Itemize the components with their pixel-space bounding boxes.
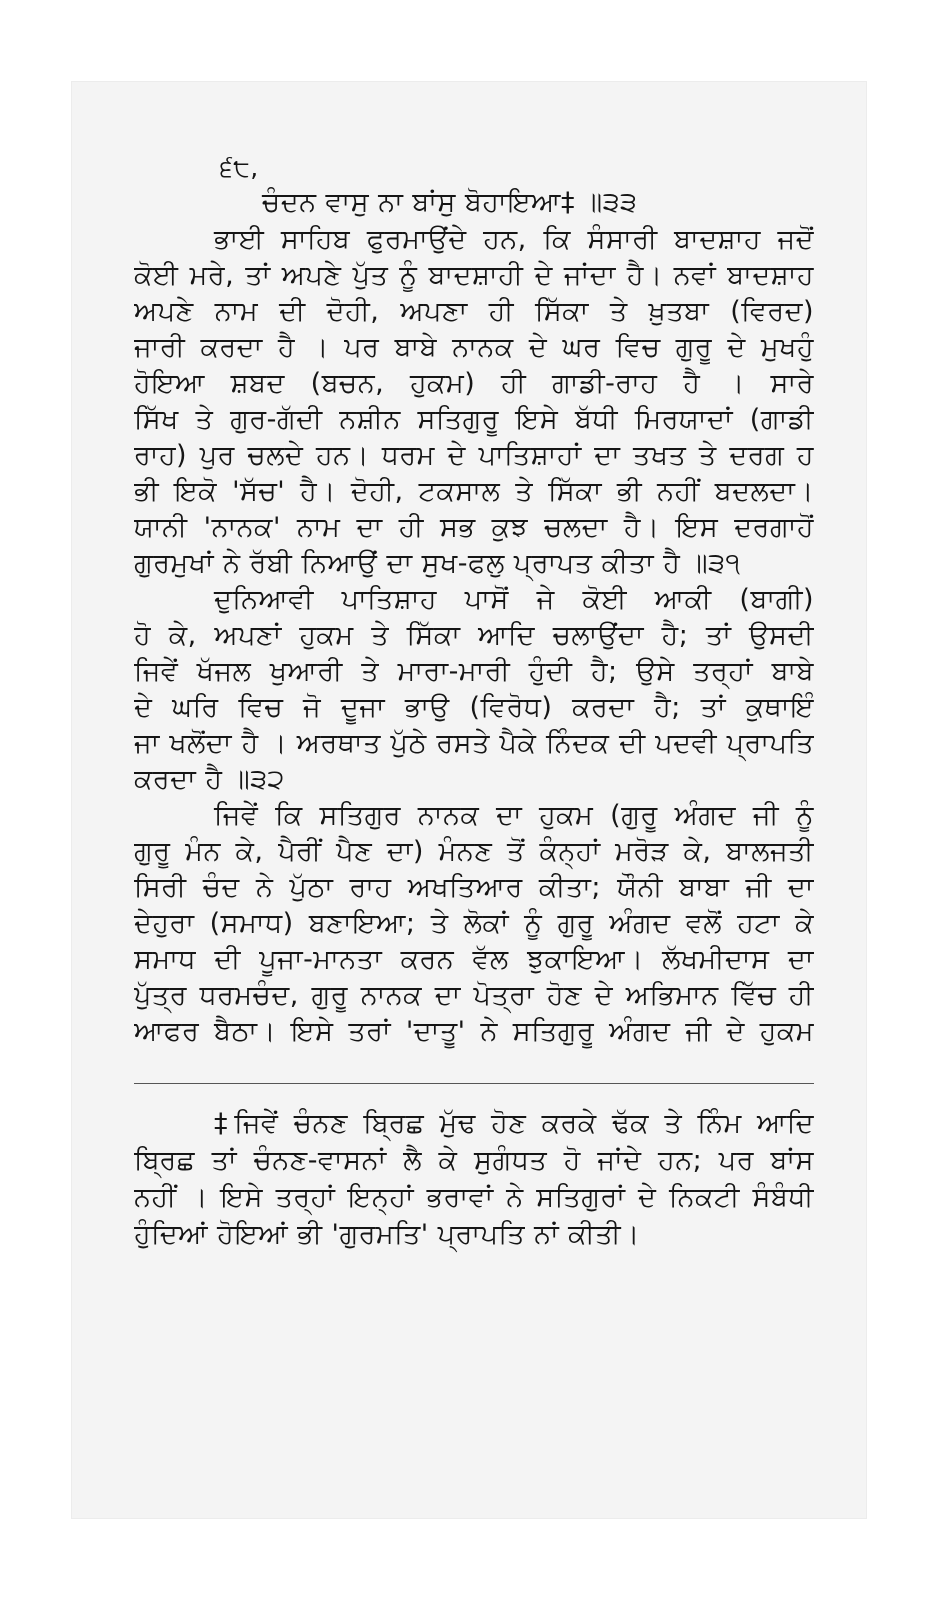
footnote-line: ਹੁੰਦਿਆਂ ਹੋਇਆਂ ਭੀ 'ਗੁਰਮਤਿ' ਪ੍ਰਾਪਤਿ ਨਾਂ ਕੀਤੀ। — [134, 1219, 640, 1250]
book-page — [72, 82, 866, 1518]
body-line: ਆਫਰ ਬੈਠਾ। ਇਸੇ ਤਰਾਂ 'ਦਾਤੂ' ਨੇ ਸਤਿਗੁਰੂ ਅੰਗਦ ਜੀ ਦੇ ਹੁਕਮ — [134, 1016, 814, 1047]
footnote-line: ਬ੍ਰਿਛ ਤਾਂ ਚੰਨਣ-ਵਾਸਨਾਂ ਲੈ ਕੇ ਸੁਗੰਧਤ ਹੋ ਜਾਂਦੇ ਹਨ; ਪਰ ਬਾਂਸ — [134, 1145, 814, 1176]
body-line: ਯਾਨੀ 'ਨਾਨਕ' ਨਾਮ ਦਾ ਹੀ ਸਭ ਕੁਝ ਚਲਦਾ ਹੈ। ਇਸ ਦਰਗਾਹੋਂ — [134, 512, 814, 543]
body-line: ਸਿਰੀ ਚੰਦ ਨੇ ਪੁੱਠਾ ਰਾਹ ਅਖਤਿਆਰ ਕੀਤਾ; ਯੌਨੀ ਬਾਬਾ ਜੀ ਦਾ — [134, 872, 814, 903]
body-line: ਜਾਰੀ ਕਰਦਾ ਹੈ । ਪਰ ਬਾਬੇ ਨਾਨਕ ਦੇ ਘਰ ਵਿਚ ਗੁਰੂ ਦੇ ਮੁਖਹੁੰ — [134, 332, 814, 363]
body-line: ਦੇ ਘਰਿ ਵਿਚ ਜੋ ਦੂਜਾ ਭਾਉ (ਵਿਰੋਧ) ਕਰਦਾ ਹੈ; ਤਾਂ ਕੁਥਾਇੰ — [134, 692, 814, 723]
verse-heading: ਚੰਦਨ ਵਾਸੁ ਨਾ ਬਾਂਸੁ ਬੋਹਾਇਆ‡ ॥੩੩ — [262, 187, 638, 218]
body-line: ਸਮਾਧ ਦੀ ਪੂਜਾ-ਮਾਨਤਾ ਕਰਨ ਵੱਲ ਝੁਕਾਇਆ। ਲੱਖਮੀਦਾਸ ਦਾ — [134, 944, 814, 975]
body-line: ਰਾਹ) ਪੁਰ ਚਲਦੇ ਹਨ। ਧਰਮ ਦੇ ਪਾਤਿਸ਼ਾਹਾਂ ਦਾ ਤਖਤ ਤੇ ਦਰਗ ਹ — [134, 440, 814, 471]
footnote — [134, 1105, 814, 1253]
body-line: ਗੁਰੂ ਮੰਨ ਕੇ, ਪੈਰੀਂ ਪੈਣ ਦਾ) ਮੰਨਣ ਤੋਂ ਕੰਨ੍ਹਾਂ ਮਰੋੜ ਕੇ, ਬਾਲਜਤੀ — [134, 836, 814, 867]
footnote-line: ਨਹੀਂ । ਇਸੇ ਤਰ੍ਹਾਂ ਇਨ੍ਹਾਂ ਭਰਾਵਾਂ ਨੇ ਸਤਿਗੁਰਾਂ ਦੇ ਨਿਕਟੀ ਸੰਬੰਧੀ — [134, 1182, 814, 1213]
body-line: ਗੁਰਮੁਖਾਂ ਨੇ ਰੱਬੀ ਨਿਆਉਂ ਦਾ ਸੁਖ-ਫਲੁ ਪ੍ਰਾਪਤ ਕੀਤਾ ਹੈ ॥੩੧ — [134, 548, 741, 579]
body-line: ਪੁੱਤ੍ਰ ਧਰਮਚੰਦ, ਗੁਰੂ ਨਾਨਕ ਦਾ ਪੋਤ੍ਰਾ ਹੋਣ ਦੇ ਅਭਿਮਾਨ ਵਿੱਚ ਹੀ — [134, 980, 814, 1011]
body-line: ਭਾਈ ਸਾਹਿਬ ਫੁਰਮਾਉਂਦੇ ਹਨ, ਕਿ ਸੰਸਾਰੀ ਬਾਦਸ਼ਾਹ ਜਦੋਂ — [214, 224, 814, 255]
body-line: ਦੇਹੁਰਾ (ਸਮਾਧ) ਬਣਾਇਆ; ਤੇ ਲੋਕਾਂ ਨੂੰ ਗੁਰੂ ਅੰਗਦ ਵਲੋਂ ਹਟਾ ਕੇ — [134, 908, 814, 939]
body-line: ਕਰਦਾ ਹੈ ॥੩੨ — [134, 764, 285, 795]
body-line: ਜਾ ਖਲੋਂਦਾ ਹੈ । ਅਰਥਾਤ ਪੁੱਠੇ ਰਸਤੇ ਪੈਕੇ ਨਿੰਦਕ ਦੀ ਪਦਵੀ ਪ੍ਰਾਪਤਿ — [134, 728, 814, 759]
body-text — [134, 222, 814, 1050]
footnote-divider — [134, 1083, 814, 1084]
body-line: ਜਿਵੇਂ ਖੱਜਲ ਖੁਆਰੀ ਤੇ ਮਾਰਾ-ਮਾਰੀ ਹੁੰਦੀ ਹੈ; ਉਸੇ ਤਰ੍ਹਾਂ ਬਾਬੇ — [134, 656, 814, 687]
body-line: ਅਪਣੇ ਨਾਮ ਦੀ ਦੋਹੀ, ਅਪਣਾ ਹੀ ਸਿੱਕਾ ਤੇ ਖ਼ੁਤਬਾ (ਵਿਰਦ) — [134, 296, 814, 327]
body-line: ਹੋਇਆ ਸ਼ਬਦ (ਬਚਨ, ਹੁਕਮ) ਹੀ ਗਾਡੀ-ਰਾਹ ਹੈ । ਸਾਰੇ — [134, 368, 814, 399]
body-line: ਜਿਵੇਂ ਕਿ ਸਤਿਗੁਰ ਨਾਨਕ ਦਾ ਹੁਕਮ (ਗੁਰੂ ਅੰਗਦ ਜੀ ਨੂੰ — [214, 800, 814, 831]
body-line: ਕੋਈ ਮਰੇ, ਤਾਂ ਅਪਣੇ ਪੁੱਤ ਨੂੰ ਬਾਦਸ਼ਾਹੀ ਦੇ ਜਾਂਦਾ ਹੈ। ਨਵਾਂ ਬਾਦਸ਼ਾਹ — [134, 260, 814, 291]
body-line: ਭੀ ਇਕੋ 'ਸੱਚ' ਹੈ। ਦੋਹੀ, ਟਕਸਾਲ ਤੇ ਸਿੱਕਾ ਭੀ ਨਹੀਂ ਬਦਲਦਾ। — [134, 476, 814, 507]
body-line: ਦੁਨਿਆਵੀ ਪਾਤਿਸ਼ਾਹ ਪਾਸੋਂ ਜੇ ਕੋਈ ਆਕੀ (ਬਾਗੀ) — [214, 584, 814, 615]
body-line: ਹੋ ਕੇ, ਅਪਣਾਂ ਹੁਕਮ ਤੇ ਸਿੱਕਾ ਆਦਿ ਚਲਾਉਂਦਾ ਹੈ; ਤਾਂ ਉਸਦੀ — [134, 620, 814, 651]
body-line: ਸਿੱਖ ਤੇ ਗੁਰ-ਗੱਦੀ ਨਸ਼ੀਨ ਸਤਿਗੁਰੂ ਇਸੇ ਬੱਧੀ ਮਿਰਯਾਦਾਂ (ਗਾਡੀ — [134, 404, 814, 435]
footnote-line: ‡ਜਿਵੇਂ ਚੰਨਣ ਬ੍ਰਿਛ ਮੁੱਢ ਹੋਣ ਕਰਕੇ ਢੱਕ ਤੇ ਨਿੰਮ ਆਦਿ — [214, 1108, 814, 1139]
page-content — [134, 152, 814, 1253]
page-number: ੬੮, — [220, 153, 259, 182]
